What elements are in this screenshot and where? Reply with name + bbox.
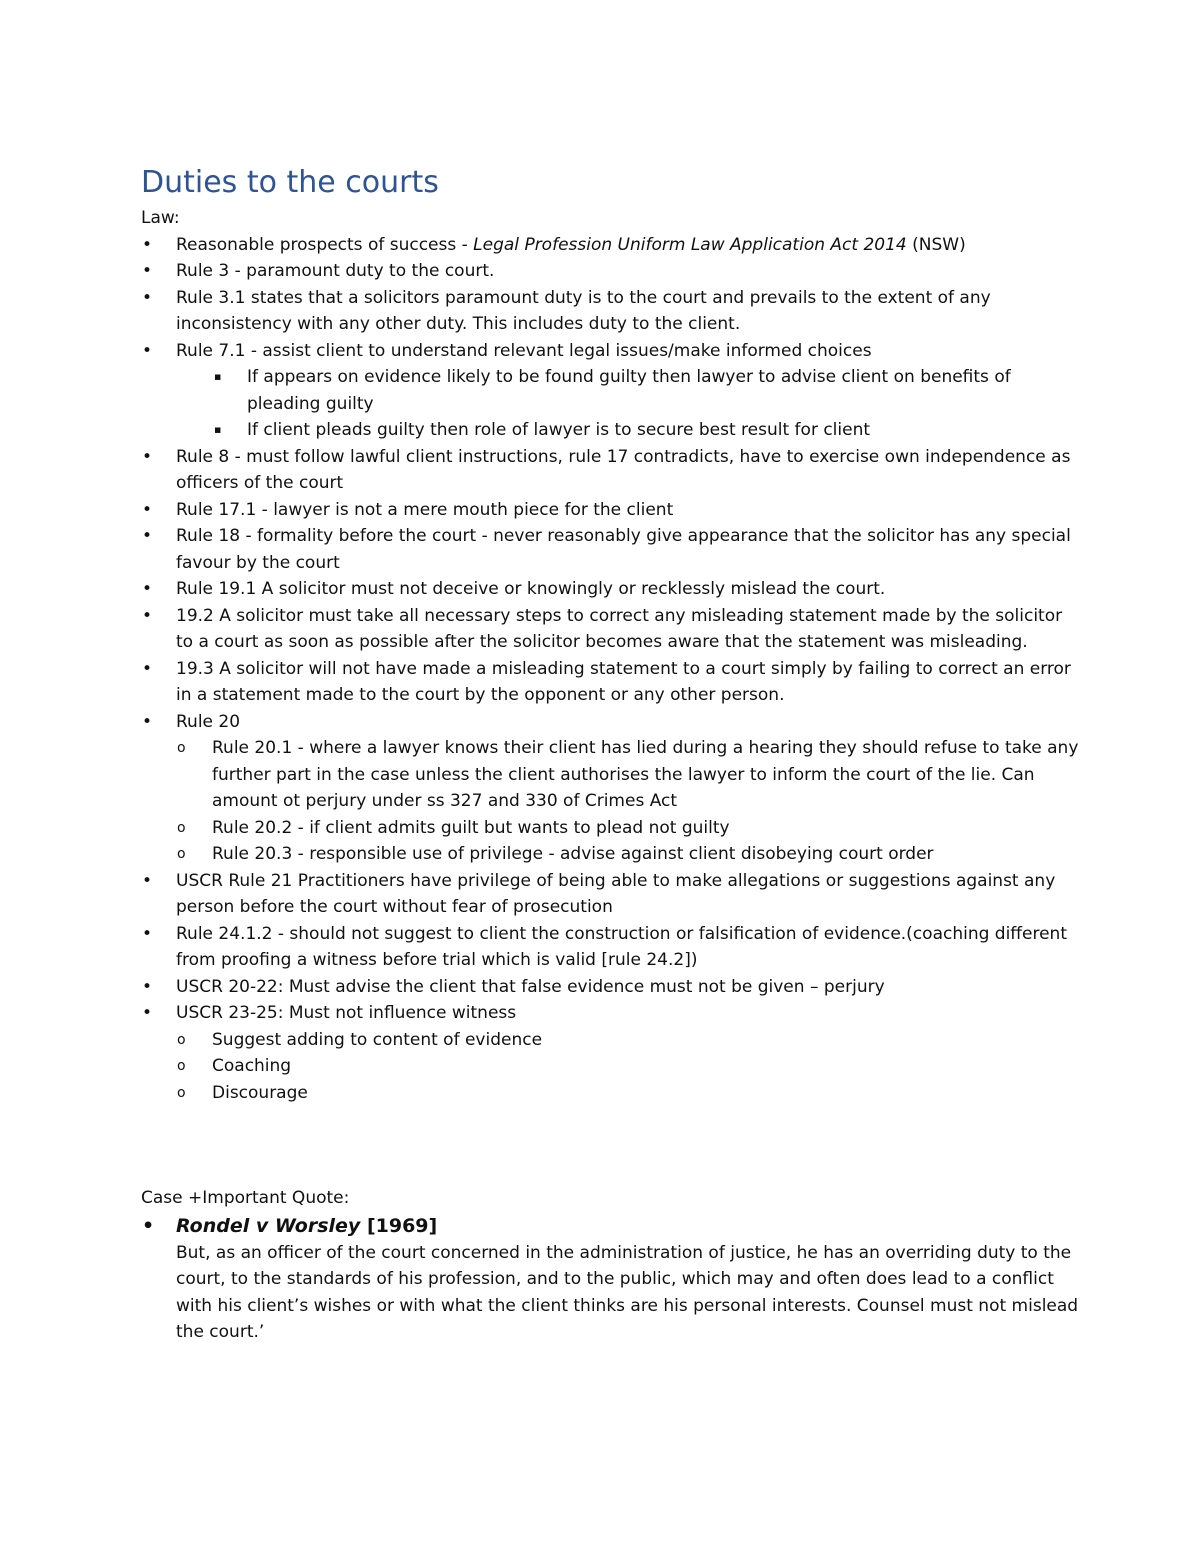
case-name: Rondel v Worsley — [176, 1214, 361, 1237]
sub-list-item: o Rule 20.1 - where a lawyer knows their client has lied during a hearing they should refuse to take any further part in the case unless the client authorises the lawyer to inform the court of the lie. Can amount ot perjury under ss 327 and 330 of Crimes Act — [141, 735, 1081, 815]
case-quote: But, as an officer of the court concerned in the administration of justice, he has an overriding duty to the court, to the standards of his profession, and to the public, which may and often does lead to a conflict with his client’s wishes or with what the client thinks are his personal interests. Counsel must not mislead the court.’ — [176, 1242, 1079, 1342]
circle-bullet-icon: o — [177, 1031, 186, 1048]
sub-list-item: o Discourage — [141, 1080, 1081, 1107]
list-item: • Rule 19.1 A solicitor must not deceive or knowingly or recklessly mislead the court. — [141, 576, 1081, 603]
bullet-icon: • — [142, 870, 153, 891]
bullet-icon: • — [142, 923, 153, 944]
list-item: • Rule 17.1 - lawyer is not a mere mouth piece for the client — [141, 497, 1081, 524]
case-label: Case +Important Quote: — [141, 1188, 350, 1208]
document-body — [141, 163, 1081, 1346]
case-year: [1969] — [360, 1214, 438, 1237]
list-item: • 19.3 A solicitor will not have made a misleading statement to a court simply by failing to correct an error in a statement made to the court by the opponent or any other person. — [141, 656, 1081, 709]
bullet-icon: • — [142, 1214, 155, 1237]
list-item: • USCR Rule 21 Practitioners have privilege of being able to make allegations or suggestions against any person before the court without fear of prosecution — [141, 868, 1081, 921]
list-item: • Rule 8 - must follow lawful client instructions, rule 17 contradicts, have to exercise own independence as officers of the court — [141, 444, 1081, 497]
bullet-icon: • — [142, 976, 153, 997]
bullet-icon: • — [142, 1003, 153, 1023]
circle-bullet-icon: o — [177, 740, 186, 756]
case-list — [141, 1212, 1081, 1346]
list-item: • Rule 20 — [141, 709, 1081, 736]
list-item: • Rule 3.1 states that a solicitors paramount duty is to the court and prevails to the extent of any inconsistency with any other duty. This includes duty to the client. — [141, 285, 1081, 338]
circle-bullet-icon: o — [177, 819, 186, 836]
sub-list-item: o Rule 20.3 - responsible use of privilege - advise against client disobeying court order — [141, 841, 1081, 868]
bullet-icon: • — [142, 261, 153, 281]
bullet-icon: • — [142, 658, 153, 679]
list-item: • Reasonable prospects of success - Legal Profession Uniform Law Application Act 2014 (NSW) — [141, 232, 1081, 259]
act-title: Legal Profession Uniform Law Application Act 2014 — [473, 234, 907, 255]
bullet-icon: • — [142, 711, 153, 732]
square-bullet-icon: ▪ — [214, 423, 222, 436]
list-item: • USCR 23-25: Must not influence witness — [141, 1000, 1081, 1027]
circle-bullet-icon: o — [177, 1084, 186, 1101]
bullet-icon: • — [142, 605, 153, 626]
bullet-icon: • — [142, 579, 153, 599]
sub-list-item: o Coaching — [141, 1053, 1081, 1080]
sub-list-item: o Rule 20.2 - if client admits guilt but wants to plead not guilty — [141, 815, 1081, 842]
square-bullet-icon: ▪ — [214, 370, 222, 383]
bullet-icon: • — [142, 340, 153, 361]
list-item: • Rule 18 - formality before the court - never reasonably give appearance that the solicitor has any special favour by the court — [141, 523, 1081, 576]
bullet-icon: • — [142, 499, 153, 520]
law-label: Law: — [141, 208, 180, 228]
law-list — [141, 232, 1081, 1107]
bullet-icon: • — [142, 446, 153, 467]
bullet-icon: • — [142, 526, 153, 546]
list-item: • Rule 7.1 - assist client to understand relevant legal issues/make informed choices — [141, 338, 1081, 365]
bullet-icon: • — [142, 287, 153, 308]
spacer — [141, 1106, 1081, 1185]
list-item: • Rule 3 - paramount duty to the court. — [141, 258, 1081, 285]
circle-bullet-icon: o — [177, 846, 186, 862]
list-item: • Rule 24.1.2 - should not suggest to client the construction or falsification of evidence.(coaching different from proofing a witness before trial which is valid [rule 24.2]) — [141, 921, 1081, 974]
case-item — [141, 1212, 1081, 1240]
sub-list-item: o Suggest adding to content of evidence — [141, 1027, 1081, 1054]
circle-bullet-icon: o — [177, 1058, 186, 1074]
page-title: Duties to the courts — [141, 165, 439, 200]
sub-list-item: ▪ If appears on evidence likely to be found guilty then lawyer to advise client on benefits of pleading guilty — [141, 364, 1081, 417]
bullet-icon: • — [142, 234, 153, 255]
list-item: • 19.2 A solicitor must take all necessary steps to correct any misleading statement made by the solicitor to a court as soon as possible after the solicitor becomes aware that the statement was misleading. — [141, 603, 1081, 656]
list-item: • USCR 20-22: Must advise the client that false evidence must not be given – perjury — [141, 974, 1081, 1001]
sub-list-item: ▪ If client pleads guilty then role of lawyer is to secure best result for client — [141, 417, 1081, 444]
